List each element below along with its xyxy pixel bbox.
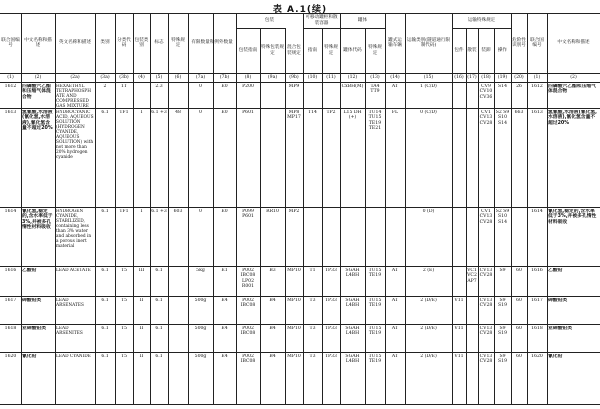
table-cell-c9a: [260, 110, 285, 206]
table-cell-c7a: 5kg: [196, 268, 205, 273]
table-cell-c12: L15 DH (+): [343, 110, 362, 121]
table-cell-cn: 氢氰酸,水溶液(氰化氢,水溶液),氰化氢含量不超过20%: [22, 110, 53, 132]
header-transport-category: 运输类别(隧道通行限制代码): [406, 37, 451, 48]
header-cn-name-repeat: 中文名称和描述: [557, 40, 590, 46]
table-cell-c1b: 1620: [531, 354, 543, 359]
table-cell-c8: P002 IBC08: [240, 298, 256, 309]
table-cell-en: HYDROCYANIC ACID, AQUEOUS SOLUTION (HYDROGEN CYANIDE, AQUEOUS SOLUTION) with not more than 20% hydrogen cyanide: [56, 110, 94, 160]
header-limited-quantities: 有限数量和例外数量: [191, 40, 233, 46]
table-cell-c8: P200: [242, 84, 254, 89]
table-cell-c11: TP2: [326, 110, 336, 115]
table-cell-c3b: T5: [121, 298, 127, 303]
table-cell-c8: P002 IBC08: [240, 354, 256, 365]
table-cell-c11: [322, 84, 340, 107]
table-cell-c20: [511, 209, 527, 265]
row-rule: [0, 108, 600, 109]
table-cell-c7b: E0: [221, 84, 228, 89]
table-cell-c5: 6.1: [155, 268, 163, 273]
table-cell-c7a: 500g: [194, 354, 207, 359]
table-cell-cn: 四磷酸六乙酯和压缩气体混合物: [22, 84, 51, 100]
table-cell-c6: 48: [175, 110, 181, 115]
table-cell-c9b: MP10: [287, 326, 301, 331]
table-cell-c14: FL: [391, 110, 399, 115]
table-cell-c11: TP33: [324, 268, 337, 273]
table-cell-c20: 60: [516, 354, 522, 359]
table-cell-c7b: E4: [221, 354, 228, 359]
table-cell-en: LEAD ACETATE: [56, 268, 91, 273]
table-cell-c1b: 1614: [531, 209, 543, 214]
table-cell-c16: V11: [454, 326, 464, 331]
table-cell-en: LEAD ARSENATES: [56, 298, 84, 308]
table-cell-c20: 60: [516, 298, 522, 303]
table-cell-un: 1620: [4, 354, 17, 359]
table-cell-c9a: [260, 84, 285, 107]
table-cell-c18: CV13 CV28: [479, 326, 493, 337]
column-number: (16): [454, 75, 464, 80]
table-cell-c17: [466, 110, 478, 206]
table-cell-c3b: T5: [121, 268, 127, 273]
table-cell-c8: P601: [242, 110, 254, 115]
column-number: (13): [370, 75, 380, 80]
table-cell-c13: TU15 TE19: [368, 298, 382, 309]
table-cell-c2b: 氰化氢,稳定的,含水率低于3%,并被多孔惰性材料吸收: [548, 209, 597, 225]
table-cell-c17: [466, 298, 478, 323]
header-hazard-id: 危险性识别号: [512, 37, 526, 48]
table-cell-c9b: MP10: [287, 268, 301, 273]
table-cell-c9a: B4: [269, 326, 276, 331]
header-special-provisions: 特殊规定: [171, 37, 185, 48]
table-cell-c2b: 砷酸铅类: [548, 298, 568, 303]
table-cell-c12: SGAH L4BH: [345, 354, 360, 365]
table-cell-c7a: 0: [199, 209, 202, 214]
column-number: (7b): [219, 75, 230, 80]
column-number: (7a): [195, 75, 206, 80]
table-cell-c7a: 0: [199, 110, 202, 115]
table-cell-c14: AT: [391, 354, 399, 359]
header-packaging: 包装: [264, 17, 275, 23]
table-cell-c7b: E4: [221, 298, 228, 303]
table-cell-c13: [365, 209, 385, 265]
table-cell-c13: TA4 TT9: [370, 84, 380, 95]
column-number: (15): [423, 75, 434, 80]
table-cell-c4: I: [140, 209, 143, 214]
table-cell-un: 1616: [4, 268, 17, 273]
column-number: (20): [514, 75, 524, 80]
table-cell-c12: SGAH L4BH: [345, 326, 360, 337]
header-un-number: 联合国编号: [1, 37, 20, 48]
table-cell-c1b: 1617: [531, 298, 543, 303]
table-cell-c16: [452, 209, 466, 265]
table-cell-c4: II: [139, 298, 144, 303]
table-cell-cn: 氰化铅: [22, 354, 37, 359]
table-cell-en: LEAD ARSENITES: [56, 326, 83, 336]
table-cell-c20: 60: [516, 326, 522, 331]
table-cell-c1b: 1618: [531, 326, 543, 331]
table-cell-c14: AT: [391, 268, 399, 273]
table-cell-c19: S9 S19: [498, 354, 507, 365]
table-cell-c15: 1 (C/D): [420, 84, 437, 89]
column-number: (6): [174, 75, 182, 80]
table-cell-c17: [466, 354, 478, 379]
table-cell-c9b: MP2: [288, 209, 300, 214]
column-number-rule: [0, 82, 600, 83]
table-cell-c4: II: [139, 354, 144, 359]
table-cell-c7a: 0: [199, 84, 202, 89]
table-cell-c15: 2 (E): [422, 268, 435, 273]
header-cn-name: 中文名称和描述: [24, 37, 52, 48]
table-cell-c9a: B4: [269, 298, 276, 303]
header-portable-tanks: 可移动罐柜和散装容器: [305, 15, 338, 26]
table-cell-c20: 663: [514, 110, 524, 115]
header-portable-special: 特殊规定: [324, 45, 338, 56]
table-cell-cn: 砷酸铅类: [22, 298, 42, 303]
table-cell-c8: P002 IBC08 LP02 R001: [240, 268, 256, 290]
table-cell-c3a: 6.1: [101, 354, 109, 359]
table-cell-c5: 6.1: [155, 354, 163, 359]
header-packages: 包件: [454, 47, 464, 53]
table-cell-c7a: 500g: [194, 298, 207, 303]
column-number: (18): [481, 75, 491, 80]
bottom-rule: [0, 404, 600, 405]
table-cell-c19: S9: [499, 268, 506, 273]
column-number: (5): [155, 75, 163, 80]
table-cell-c20: 26: [516, 84, 522, 89]
table-cell-c5: 6.1 +3: [151, 209, 167, 214]
table-cell-c4: III: [138, 268, 145, 273]
table-cell-c20: 60: [516, 268, 522, 273]
table-cell-c9b: MP8 MP17: [287, 110, 301, 121]
table-cell-c19: S9 S19: [498, 298, 507, 309]
table-cell-c9a: B4: [269, 354, 276, 359]
table-cell-c16: V11: [454, 354, 464, 359]
header-special-transport: 运输特殊规定: [467, 17, 496, 23]
table-cell-un: 1614: [4, 209, 17, 214]
table-cell-c12: [340, 209, 365, 265]
table-cell-c15: 2 (D/E): [420, 298, 437, 303]
table-cell-c3a: 6.1: [101, 209, 109, 214]
column-number: (19): [497, 75, 508, 80]
table-cell-c14: [385, 209, 405, 265]
header-special-packing: 特殊包装规定: [261, 45, 284, 56]
header-packing-group: 包装类别: [134, 37, 149, 48]
table-cell-c8: P002 IBC08: [240, 326, 256, 337]
row-rule: [0, 352, 600, 353]
table-cell-c3a: 6.1: [101, 326, 109, 331]
table-cell-c2b: 四磷酸六乙酯和压缩气体混合物: [548, 84, 596, 95]
column-number: (10): [307, 75, 318, 80]
table-cell-c16: [452, 110, 466, 206]
table-cell-c17: VC1 VC2 AP7: [467, 268, 477, 284]
table-cell-c15: 0 (D): [422, 209, 435, 214]
table-cell-c11: TP33: [324, 298, 337, 303]
header-tank-special: 特殊规定: [368, 45, 382, 56]
header-portable-instructions: 指南: [307, 47, 318, 53]
table-cell-c9b: MP10: [287, 354, 301, 359]
column-number: (2a): [70, 75, 80, 80]
header-tank-vehicle: 罐式运输车辆: [388, 37, 402, 48]
table-cell-c16: [452, 84, 466, 107]
table-cell-c18: CV13 CV28: [479, 268, 493, 279]
table-cell-c1b: 1612: [531, 84, 543, 89]
header-tank-code: 罐体代码: [343, 47, 362, 53]
table-cell-c6: [168, 268, 188, 295]
table-cell-c19: S9 S19: [498, 326, 507, 337]
column-number: (2): [570, 75, 577, 80]
table-cell-c9b: MP9: [288, 84, 300, 89]
table-cell-c2b: 亚砷酸铅类: [548, 326, 572, 331]
header-en-name: 英文名称和描述: [58, 40, 92, 46]
table-cell-c9b: MP10: [287, 298, 301, 303]
table-cell-c3a: 6.1: [101, 110, 109, 115]
table-cell-c15: 2 (D/E): [420, 354, 437, 359]
table-cell-c6: [168, 84, 188, 107]
column-number: (17): [467, 75, 477, 80]
table-cell-c3a: 6.1: [101, 298, 109, 303]
table-cell-c6: 603: [173, 209, 183, 214]
table-cell-c14: AT: [391, 298, 399, 303]
column-number: (12): [347, 75, 358, 80]
table-cell-c12: SGAH L4BH: [345, 268, 360, 279]
column-number: (9a): [267, 75, 278, 80]
table-cell-c11: [322, 209, 340, 265]
table-cell-c18: CV13 CV28: [479, 298, 493, 309]
table-cell-c3a: 6.1: [101, 268, 109, 273]
table-cell-c10: T3: [309, 326, 316, 331]
column-number: (3a): [100, 75, 110, 80]
table-cell-c17: [466, 326, 478, 351]
table-cell-en: HEXAETHYL TETRAPHOSPHATE AND COMPRESSED GAS MIXTURE: [56, 84, 91, 107]
table-cell-cn: 乙酸铅: [22, 268, 37, 273]
table-cell-un: 1613: [4, 110, 17, 115]
table-cell-c3a: 2: [103, 84, 107, 89]
table-cell-cn: 氰化氢,稳定的,含水率低于3%,并被多孔惰性材料吸收: [22, 209, 53, 231]
table-cell-c18: CV1 CV13 CV28: [479, 209, 493, 225]
table-cell-c6: [168, 326, 188, 351]
header-tanks: 罐体: [357, 17, 368, 23]
table-cell-c13: TU15 TE19: [368, 326, 382, 337]
table-cell-un: 1617: [4, 298, 17, 303]
row-rule: [0, 324, 600, 325]
table-cell-c12: CxBH(M): [341, 84, 364, 89]
table-cell-c4: [133, 84, 150, 107]
table-cell-c11: TP33: [324, 354, 337, 359]
column-number: (9b): [289, 75, 299, 80]
header-labels: 标志: [154, 40, 164, 46]
table-cell-c9a: RR10: [266, 209, 279, 214]
table-cell-c8: P099 P601: [242, 209, 254, 220]
table-cell-c10: [303, 209, 322, 265]
table-cell-c2b: 氰化铅: [548, 354, 563, 359]
table-cell-c15: 2 (D/E): [420, 326, 437, 331]
table-cell-c14: AT: [391, 326, 399, 331]
table-cell-c18: CV1 CV13 CV28: [479, 110, 493, 126]
header-packing-instructions: 包装指南: [238, 47, 258, 53]
table-cell-c6: [168, 298, 188, 323]
table-cell-c16: V11: [454, 298, 464, 303]
table-cell-c1b: 1616: [531, 268, 543, 273]
table-cell-c10: T1: [309, 268, 316, 273]
row-rule: [0, 296, 600, 297]
header-class: 类别: [100, 40, 110, 46]
column-number: (11): [326, 75, 336, 80]
table-cell-c17: [466, 209, 478, 265]
table-cell-c19: S14: [498, 84, 507, 89]
table-cell-c1b: 1613: [531, 110, 543, 115]
table-cell-c5: 6.1: [155, 326, 163, 331]
table-cell-c13: TU14 TU15 TE19 TE21: [368, 110, 382, 132]
table-cell-c16: [452, 268, 466, 295]
table-cell-c5: 2.3: [155, 84, 163, 89]
table-cell-c12: SGAH L4BH: [345, 298, 360, 309]
table-cell-c7a: 500g: [194, 326, 207, 331]
column-number: (1): [7, 75, 14, 80]
table-cell-c2b: 乙酸铅: [548, 268, 563, 273]
table-cell-c10: [303, 84, 322, 107]
table-cell-c7b: E0: [221, 209, 228, 214]
table-cell-un: 1612: [4, 84, 17, 89]
table-cell-c19: S2 S9 S10 S14: [495, 209, 510, 225]
table-cell-c13: TU15 TE19: [368, 354, 382, 365]
column-number: (8): [244, 75, 252, 80]
table-cell-c3b: TF1: [119, 110, 129, 115]
table-cell-un: 1618: [4, 326, 17, 331]
table-cell-cn: 亚砷酸铅类: [22, 326, 46, 331]
table-title: 表 A.1(续): [272, 5, 328, 15]
table-cell-c18: CV13 CV28: [479, 354, 493, 365]
header-bulk: 散装: [467, 47, 477, 53]
table-cell-c7b: E1: [221, 268, 228, 273]
table-cell-c10: T3: [309, 298, 316, 303]
column-number: (1): [533, 75, 541, 80]
table-cell-c18: CV9 CV10 CV36: [479, 84, 493, 100]
table-cell-c7b: E4: [221, 326, 228, 331]
table-cell-c10: T14: [308, 110, 317, 115]
table-cell-c17: [466, 84, 478, 107]
table-cell-c3b: 1T: [121, 84, 127, 89]
table-cell-c13: TU15 TE19: [368, 268, 382, 279]
table-cell-c4: II: [139, 326, 144, 331]
header-loading: 装卸: [481, 47, 491, 53]
table-cell-c9a: B3: [269, 268, 276, 273]
table-cell-c11: TP33: [324, 326, 337, 331]
header-operation: 操作: [497, 47, 508, 53]
table-cell-c15: 0 (C/D): [420, 110, 437, 115]
table-cell-en: LEAD CYANIDE: [56, 354, 91, 359]
table-cell-c10: T3: [309, 354, 316, 359]
table-cell-c19: S2 S9 S10 S14: [495, 110, 510, 126]
row-rule: [0, 207, 600, 208]
column-number: (3b): [119, 75, 129, 80]
table-cell-c5: 6.1 +3: [151, 110, 167, 115]
table-cell-c14: AT: [391, 84, 399, 89]
table-cell-c6: [168, 354, 188, 379]
column-number: (14): [390, 75, 400, 80]
table-cell-en: HYDROGEN CYANIDE, STABILIZED, containing less than 3% water and absorbed in a porous inert material: [56, 209, 92, 249]
table-cell-c3b: T5: [121, 326, 127, 331]
table-cell-c4: I: [140, 110, 143, 115]
table-cell-c3b: T5: [121, 354, 127, 359]
row-rule: [0, 266, 600, 267]
column-number: (4): [138, 75, 145, 80]
table-cell-c5: 6.1: [155, 298, 163, 303]
header-un-number-repeat: 联合国编号: [530, 37, 544, 48]
table-cell-c3b: TF1: [119, 209, 129, 214]
table-cell-c2b: 氢氰酸,水溶液(氰化氢,水溶液),氰化氢含量不超过20%: [548, 110, 598, 126]
header-mixed-packing: 混合包装规定: [287, 45, 301, 56]
column-number: (2): [34, 75, 42, 80]
table-cell-c7b: E0: [221, 110, 228, 115]
header-classification-code: 分类代码: [117, 37, 131, 48]
